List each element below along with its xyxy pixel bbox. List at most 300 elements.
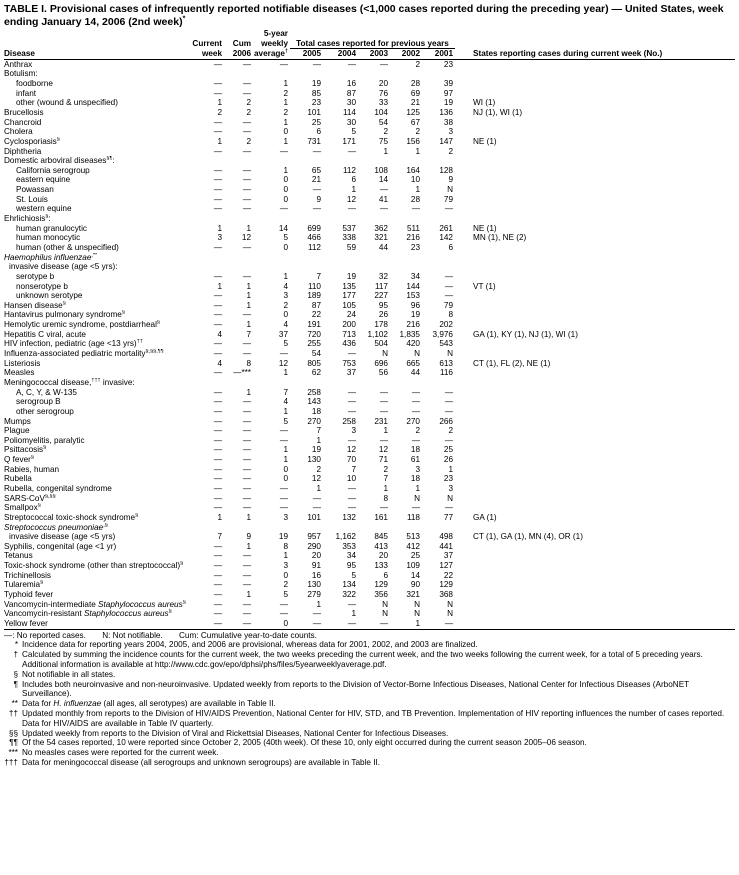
disease-name (4, 551, 187, 561)
disease-name (4, 195, 187, 205)
value-cell-0: — (213, 435, 222, 445)
value-cell-6: 61 (410, 455, 420, 465)
value-cell-6: 164 (406, 165, 420, 175)
disease-name-part-0: Hantavirus pulmonary syndrome (4, 310, 122, 320)
header-year-2004: 2004 (323, 49, 358, 60)
value-cell-3: 731 (307, 136, 321, 146)
value-cell-4: — (347, 397, 356, 407)
value-cell-4: 1 (351, 185, 356, 195)
disease-name (4, 416, 187, 426)
disease-name (4, 359, 187, 369)
value-cell-7: 543 (439, 339, 453, 349)
value-cell-5: 227 (374, 291, 388, 301)
value-cell-0 (187, 156, 224, 166)
value-cell-4: 87 (346, 88, 356, 98)
value-cell-2: 3 (283, 561, 288, 571)
states-cell (455, 291, 735, 301)
value-cell-0: — (213, 426, 222, 436)
disease-name-part-1: ,** (91, 252, 98, 258)
value-cell-2: 37 (278, 329, 288, 339)
value-cell-4: — (347, 503, 356, 513)
value-cell-2: 0 (283, 310, 288, 320)
states-cell (455, 204, 735, 214)
value-cell-4: 171 (342, 136, 356, 146)
disease-name (4, 339, 187, 349)
states-cell (455, 243, 735, 253)
table-row (4, 69, 735, 79)
disease-name-part-0: Chancroid (4, 117, 42, 127)
value-cell-1: — (242, 435, 251, 445)
states-cell: MN (1), NE (2) (473, 233, 527, 243)
disease-name-part-0: Hemolytic uremic syndrome, postdiarrheal (4, 320, 157, 330)
footnote (4, 640, 735, 650)
value-cell-1: — (242, 609, 251, 619)
value-cell-7: 77 (443, 512, 453, 522)
table-row (4, 224, 735, 234)
table-title (4, 3, 735, 28)
value-cell-0: — (213, 194, 222, 204)
value-cell-2: 2 (283, 300, 288, 310)
value-cell-4: 37 (346, 368, 356, 378)
value-cell-7: 97 (443, 88, 453, 98)
value-cell-3: 7 (316, 426, 321, 436)
value-cell-0: 4 (217, 329, 222, 339)
value-cell-7: 79 (443, 194, 453, 204)
value-cell-3: 258 (307, 387, 321, 397)
value-cell-5: 504 (374, 339, 388, 349)
states-cell: GA (1), KY (1), NJ (1), WI (1) (473, 329, 578, 339)
footnote-marker: ¶ (13, 679, 18, 689)
table-row (4, 445, 735, 455)
value-cell-0: — (213, 349, 222, 359)
table-row (4, 436, 735, 446)
table-row (4, 253, 735, 263)
table-row (4, 282, 735, 292)
value-cell-0: — (213, 291, 222, 301)
value-cell-4: 7 (351, 464, 356, 474)
value-cell-1: — (242, 406, 251, 416)
value-cell-0: — (213, 455, 222, 465)
states-cell (455, 542, 735, 552)
value-cell-3: — (312, 59, 321, 69)
value-cell-6: 18 (410, 474, 420, 484)
value-cell-6: 3 (415, 464, 420, 474)
footnote-marker: ¶¶ (9, 738, 18, 748)
value-cell-6: — (411, 503, 420, 513)
disease-name (4, 513, 187, 523)
disease-name-part-0: Mumps (4, 416, 31, 426)
value-cell-7: 498 (439, 532, 453, 542)
value-cell-5: 20 (378, 551, 388, 561)
header-states: States reporting cases during current week (No.) (455, 49, 735, 60)
disease-name (4, 571, 187, 581)
disease-name-part-1: § (40, 580, 44, 586)
disease-name-part-0: Trichinellosis (4, 570, 52, 580)
value-cell-1: — (242, 146, 251, 156)
footnote-text (22, 758, 735, 768)
value-cell-3: — (312, 493, 321, 503)
value-cell-3: 12 (311, 474, 321, 484)
states-cell (455, 262, 735, 272)
value-cell-0: — (213, 320, 222, 330)
value-cell-1: — (242, 310, 251, 320)
disease-name (4, 484, 187, 494)
value-cell-1: 1 (246, 300, 251, 310)
header-previous-years: Total cases reported for previous years (290, 39, 455, 49)
table-row (4, 175, 735, 185)
value-cell-2: 0 (283, 464, 288, 474)
disease-name (4, 204, 187, 214)
value-cell-2: — (279, 599, 288, 609)
table-row (4, 426, 735, 436)
value-cell-0: 1 (217, 136, 222, 146)
value-cell-5: 356 (374, 590, 388, 600)
value-cell-4: 105 (342, 300, 356, 310)
value-cell-1: — (242, 59, 251, 69)
value-cell-0: — (213, 185, 222, 195)
value-cell-4: — (347, 483, 356, 493)
states-cell (455, 89, 735, 99)
disease-name (4, 590, 187, 600)
value-cell-6: 321 (406, 590, 420, 600)
value-cell-0: — (213, 590, 222, 600)
disease-name-part-0: infant (16, 88, 37, 98)
value-cell-2: 1 (283, 136, 288, 146)
value-cell-2: 5 (283, 339, 288, 349)
value-cell-6: 2 (415, 127, 420, 137)
value-cell-3: 87 (311, 300, 321, 310)
value-cell-6 (390, 378, 422, 388)
disease-name-part-0: Botulism: (4, 69, 38, 79)
disease-name (4, 388, 187, 398)
value-cell-7 (422, 523, 455, 533)
footnote-text (22, 640, 735, 650)
states-cell (455, 455, 735, 465)
footnote-text-part-2: (all ages, all serotypes) are available in Table II. (101, 699, 276, 709)
value-cell-6: 420 (406, 339, 420, 349)
value-cell-4: — (347, 387, 356, 397)
value-cell-3: 130 (307, 455, 321, 465)
disease-name-part-0: serotype b (16, 271, 55, 281)
value-cell-2: 3 (283, 291, 288, 301)
value-cell-4: 24 (346, 310, 356, 320)
value-cell-1 (224, 523, 253, 533)
states-cell (455, 580, 735, 590)
footnote (4, 699, 735, 709)
value-cell-1: — (242, 117, 251, 127)
value-cell-6: 144 (406, 281, 420, 291)
value-cell-5: 7 (383, 474, 388, 484)
value-cell-2: — (279, 503, 288, 513)
value-cell-0: — (213, 204, 222, 214)
value-cell-4: — (347, 599, 356, 609)
states-cell (455, 465, 735, 475)
value-cell-5: 129 (374, 580, 388, 590)
states-cell (455, 349, 735, 359)
table-row (4, 166, 735, 176)
value-cell-3: 466 (307, 233, 321, 243)
value-cell-6: — (411, 435, 420, 445)
table-row (4, 204, 735, 214)
value-cell-1 (224, 262, 253, 272)
disease-name-part-1: §¶ (106, 156, 113, 162)
value-cell-4: 3 (351, 426, 356, 436)
value-cell-3: 62 (311, 368, 321, 378)
value-cell-3: 130 (307, 580, 321, 590)
states-cell (455, 474, 735, 484)
value-cell-2: — (279, 146, 288, 156)
value-cell-5: 696 (374, 358, 388, 368)
value-cell-7: N (447, 599, 453, 609)
value-cell-5: 6 (383, 570, 388, 580)
value-cell-1: 7 (246, 329, 251, 339)
value-cell-5 (358, 378, 390, 388)
value-cell-5: 1 (383, 483, 388, 493)
states-cell (455, 214, 735, 224)
footnote-text-part-0: Data for (22, 699, 54, 709)
table-row (4, 561, 735, 571)
value-cell-7: 6 (448, 242, 453, 252)
value-cell-3: 6 (316, 127, 321, 137)
table-row (4, 89, 735, 99)
header-row-1 (4, 29, 735, 39)
states-cell (455, 561, 735, 571)
value-cell-2: 1 (283, 551, 288, 561)
value-cell-4: — (347, 59, 356, 69)
header-current-line1: Current (192, 39, 222, 49)
states-cell (455, 118, 735, 128)
value-cell-1: 8 (246, 358, 251, 368)
value-cell-6: 118 (406, 512, 420, 522)
value-cell-2: — (279, 483, 288, 493)
footnotes (4, 631, 735, 768)
table-row (4, 388, 735, 398)
disease-name-part-0: Diphtheria (4, 146, 42, 156)
value-cell-4: — (347, 204, 356, 214)
value-cell-7 (422, 156, 455, 166)
disease-name-part-0: Rubella (4, 474, 32, 484)
value-cell-4: 322 (342, 590, 356, 600)
value-cell-4 (323, 523, 358, 533)
value-cell-4: 537 (342, 223, 356, 233)
footnote (4, 738, 735, 748)
value-cell-2: 1 (283, 79, 288, 89)
disease-name-part-0: A, C, Y, & W-135 (16, 387, 77, 397)
value-cell-0: — (213, 416, 222, 426)
value-cell-3: 191 (307, 320, 321, 330)
value-cell-0: — (213, 59, 222, 69)
footnote-text-part-0: Includes both neuroinvasive and non-neuroinvasive. Updated weekly from reports to the Division of Vector-Borne Infectious Diseases, National Center for Infectious Diseases (ArboNET Surveillance). (22, 679, 690, 699)
value-cell-6: — (411, 204, 420, 214)
states-cell: CT (1), FL (2), NE (1) (473, 358, 551, 368)
value-cell-0: 1 (217, 512, 222, 522)
disease-name-part-2: : (112, 156, 115, 166)
value-cell-1: — (242, 339, 251, 349)
states-cell (455, 600, 735, 610)
value-cell-5: — (379, 185, 388, 195)
table-row (4, 349, 735, 359)
table-row (4, 513, 735, 523)
value-cell-4 (323, 253, 358, 263)
disease-name-part-0: Powassan (16, 185, 54, 195)
disease-name-part-0: Rubella, congenital syndrome (4, 483, 112, 493)
value-cell-6 (390, 262, 422, 272)
value-cell-1: — (242, 165, 251, 175)
footnote-text-part-0: Calculated by summing the incidence counts for the current week, the two weeks preceding the current week, and the two weeks following the current week, for a total of 5 preceding years. Additional information is available at http://www.cdc.gov/epo/dphsi/phs/files/5yearweeklyaverage.pdf. (22, 650, 703, 669)
header-5yr-line3 (253, 49, 290, 60)
value-cell-0: — (213, 570, 222, 580)
value-cell-5: 32 (378, 271, 388, 281)
value-cell-4: 134 (342, 580, 356, 590)
value-cell-3: — (312, 185, 321, 195)
value-cell-7: 1 (448, 464, 453, 474)
value-cell-6: 34 (410, 271, 420, 281)
value-cell-0: — (213, 464, 222, 474)
value-cell-4: 338 (342, 233, 356, 243)
value-cell-2: 0 (283, 570, 288, 580)
value-cell-1: — (242, 271, 251, 281)
value-cell-1: — (242, 194, 251, 204)
disease-name (4, 378, 187, 388)
disease-name (4, 330, 187, 340)
disease-name-part-0: St. Louis (16, 194, 48, 204)
value-cell-3: 54 (311, 349, 321, 359)
disease-name-part-0: HIV infection, pediatric (age <13 yrs) (4, 339, 137, 349)
value-cell-6: N (414, 493, 420, 503)
disease-name (4, 436, 187, 446)
disease-name-part-0: Toxic-shock syndrome (other than streptococcal) (4, 561, 181, 571)
value-cell-6: 412 (406, 541, 420, 551)
states-cell: NE (1) (473, 223, 497, 233)
value-cell-2 (253, 69, 290, 79)
disease-name-part-1: Staphylococcus aureus (83, 609, 169, 619)
value-cell-2: 1 (283, 455, 288, 465)
value-cell-7: 26 (443, 455, 453, 465)
value-cell-7: 8 (448, 310, 453, 320)
disease-name-part-0: western equine (16, 204, 72, 214)
disease-name (4, 147, 187, 157)
table-row (4, 127, 735, 137)
value-cell-3: 18 (311, 406, 321, 416)
value-cell-7: 202 (439, 320, 453, 330)
value-cell-3: 7 (316, 271, 321, 281)
states-cell (455, 310, 735, 320)
value-cell-5: 133 (374, 561, 388, 571)
value-cell-4: 132 (342, 512, 356, 522)
value-cell-0: — (213, 483, 222, 493)
value-cell-2: 7 (283, 387, 288, 397)
value-cell-1: — (242, 464, 251, 474)
value-cell-5: — (379, 406, 388, 416)
footnote (4, 650, 735, 670)
value-cell-4: — (347, 349, 356, 359)
table-row (4, 214, 735, 224)
table-row (4, 532, 735, 542)
value-cell-6: 1 (415, 483, 420, 493)
value-cell-4: 1 (351, 609, 356, 619)
value-cell-3: 279 (307, 590, 321, 600)
value-cell-3: 720 (307, 329, 321, 339)
value-cell-1: 1 (246, 281, 251, 291)
disease-name-part-0: Poliomyelitis, paralytic (4, 435, 85, 445)
value-cell-3: 25 (311, 117, 321, 127)
value-cell-6: 14 (410, 570, 420, 580)
value-cell-5 (358, 523, 390, 533)
disease-name-part-0: Measles (4, 368, 35, 378)
value-cell-4: — (323, 619, 358, 629)
value-cell-1: — (242, 561, 251, 571)
table-row (4, 397, 735, 407)
value-cell-1 (224, 156, 253, 166)
value-cell-6: 216 (406, 233, 420, 243)
value-cell-1: 1 (246, 590, 251, 600)
value-cell-5: 178 (374, 320, 388, 330)
disease-name-part-0: Hansen disease (4, 300, 63, 310)
value-cell-4: 59 (346, 242, 356, 252)
value-cell-7: — (444, 397, 453, 407)
disease-name (4, 224, 187, 234)
value-cell-6 (390, 523, 422, 533)
value-cell-7: N (447, 349, 453, 359)
value-cell-0: — (213, 406, 222, 416)
disease-name (4, 619, 187, 629)
value-cell-3: 112 (307, 242, 321, 252)
value-cell-0: — (213, 561, 222, 571)
value-cell-6 (390, 253, 422, 263)
value-cell-7: 128 (439, 165, 453, 175)
value-cell-2: 0 (283, 194, 288, 204)
value-cell-5: 76 (378, 88, 388, 98)
value-cell-6: 69 (410, 88, 420, 98)
value-cell-1: — (242, 349, 251, 359)
disease-name-part-0: Typhoid fever (4, 590, 54, 600)
value-cell-2: 0 (283, 175, 288, 185)
value-cell-2: — (279, 204, 288, 214)
value-cell-6: 513 (406, 532, 420, 542)
disease-name-part-0: human (other & unspecified) (16, 242, 119, 252)
value-cell-2: — (279, 435, 288, 445)
table-row (4, 378, 735, 388)
disease-name (4, 310, 187, 320)
table-row (4, 465, 735, 475)
table-row (4, 407, 735, 417)
value-cell-7: 142 (439, 233, 453, 243)
value-cell-4: 70 (346, 455, 356, 465)
value-cell-0: 1 (217, 98, 222, 108)
value-cell-6: 23 (410, 242, 420, 252)
header-5yr-line3-text: average (253, 49, 285, 59)
value-cell-7: — (444, 435, 453, 445)
value-cell-1: 1 (246, 291, 251, 301)
value-cell-1: — (242, 426, 251, 436)
states-cell (455, 445, 735, 455)
value-cell-0: 7 (217, 532, 222, 542)
disease-name-part-1: ,§ (103, 522, 108, 528)
value-cell-7: 23 (443, 59, 453, 69)
value-cell-5: 2 (383, 127, 388, 137)
table-row (4, 195, 735, 205)
value-cell-1: — (242, 570, 251, 580)
footnote-marker: *** (8, 748, 18, 758)
value-cell-2: 2 (283, 88, 288, 98)
value-cell-2: — (279, 349, 288, 359)
value-cell-5: 2 (383, 464, 388, 474)
table-row (4, 98, 735, 108)
value-cell-5: 44 (378, 242, 388, 252)
disease-name-part-0: Plague (4, 426, 30, 436)
value-cell-2 (253, 523, 290, 533)
value-cell-4: 114 (342, 108, 356, 117)
